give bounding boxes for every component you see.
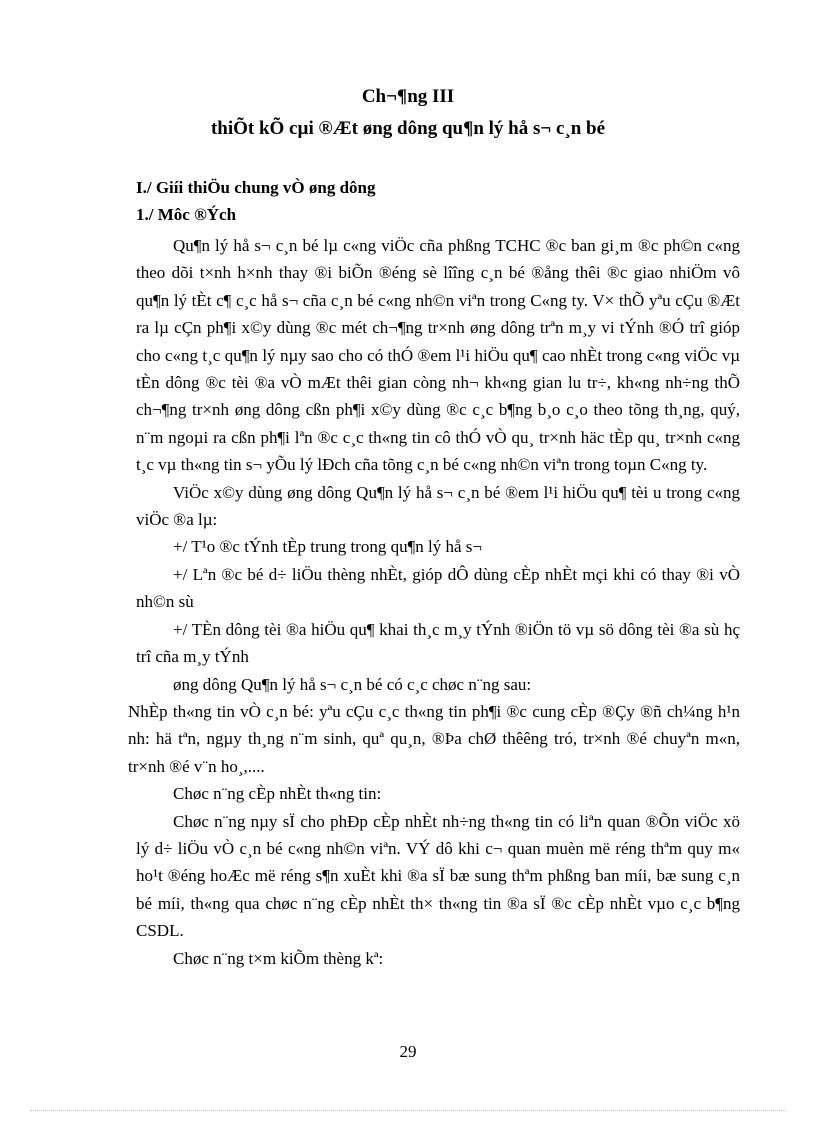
list-item: +/ T¹o ®c tÝnh tÈp trung trong qu¶n lý hå s¬ [173, 537, 482, 557]
paragraph: Chøc n¨ng cÈp nhÈt th«ng tin: [173, 784, 382, 804]
paragraph: Chøc n¨ng nµy sÏ cho phÐp cÈp nhÈt nh÷ng th«ng tin có liªn quan ®Õn viÖc xö lý d÷ liÖu vÒ c¸n bé c«ng nh©n viªn. VÝ dô khi c¬ quan muèn më réng thªm quy m« ho¹t ®éng hoÆc më réng s¶n xuÈt khi ®a sÏ bæ sung thªm phßng ban míi, bæ sung c¸n bé míi, th«ng qua chøc n¨ng cÈp nhÈt th× th«ng tin ®a sÏ ®c cÈp nhÈt vµo c¸c b¶ng CSDL. [136, 811, 740, 941]
chapter-number: Ch¬¶ng III [361, 86, 455, 107]
paragraph: Qu¶n lý hå s¬ c¸n bé lµ c«ng viÖc cña phßng TCHC ®c ban gi¸m ®c ph©n c«ng theo dõi t×nh h×nh thay ®i biÕn ®éng sè lîîng c¸n bé ®ång thêi ®c giao nhiÖm vô qu¶n lý tÈt c¶ c¸c hå s¬ cña c¸n bé c«ng nh©n viªn trong C«ng ty. V× thÕ yªu cÇu ®Æt ra lµ cÇn ph¶i x©y dùng ®c mét ch¬¶ng tr×nh øng dông trªn m¸y vi tÝnh ®Ó trî gióp cho c«ng t¸c qu¶n lý nµy sao cho có thÓ ®em l¹i hiÖu qu¶ cao nhÈt trong c«ng viÖc vµ tÈn dông ®c tèi ®a vÒ mÆt thêi gian còng nh¬ kh«ng gian lu tr÷, kh«ng nh÷ng thÕ ch¬¶ng tr×nh øng dông cßn ph¶i x©y dùng ®c c¸c b¶ng b¸o c¸o theo tõng th¸ng, quý, n¨m ngoµi ra cßn ph¶i lªn ®c c¸c th«ng tin cô thÓ vÒ qu¸ tr×nh häc tÈp qu¸ tr×nh c«ng t¸c vµ th«ng tin s¬ yÕu lý lÐch cña tõng c¸n bé c«ng nh©n viªn trong toµn C«ng ty. [136, 236, 740, 475]
body-text [128, 232, 740, 972]
paragraph: Chøc n¨ng t×m kiÕm thèng kª: [173, 948, 384, 968]
subsection-heading: 1./ Môc ®Ých [136, 205, 237, 224]
paragraph: øng dông Qu¶n lý hå s¬ c¸n bé có c¸c chøc n¨ng sau: [173, 674, 532, 694]
paragraph: ViÖc x©y dùng øng dông Qu¶n lý hå s¬ c¸n bé ®em l¹i hiÖu qu¶ tèi u trong c«ng viÖc ®a lµ: [136, 482, 740, 530]
chapter-title: thiÕt kÕ cµi ®Æt øng dông qu¶n lý hå s¬ c¸n bé [210, 118, 606, 139]
footer-divider [30, 1110, 786, 1111]
paragraph: NhÈp th«ng tin vÒ c¸n bé: yªu cÇu c¸c th«ng tin ph¶i ®c cung cÈp ®Çy ®ñ ch¼ng h¹n nh: hä tªn, ngµy th¸ng n¨m sinh, quª qu¸n, ®Þa chØ thêêng tró, tr×nh ®é chuyªn m«n, tr×nh ®é v¨n ho¸,.... [128, 701, 740, 776]
section-heading: I./ Giíi thiÖu chung vÒ øng dông [136, 178, 376, 197]
list-item: +/ TÈn dông tèi ®a hiÖu qu¶ khai th¸c m¸y tÝnh ®iÖn tö vµ sö dông tèi ®a sù hç trî cña m¸y tÝnh [136, 619, 740, 667]
list-item: +/ Lªn ®c bé d÷ liÖu thèng nhÈt, gióp dÔ dùng cÈp nhÈt mçi khi có thay ®i vÒ nh©n sù [136, 564, 740, 612]
page-number: 29 [399, 1042, 417, 1061]
